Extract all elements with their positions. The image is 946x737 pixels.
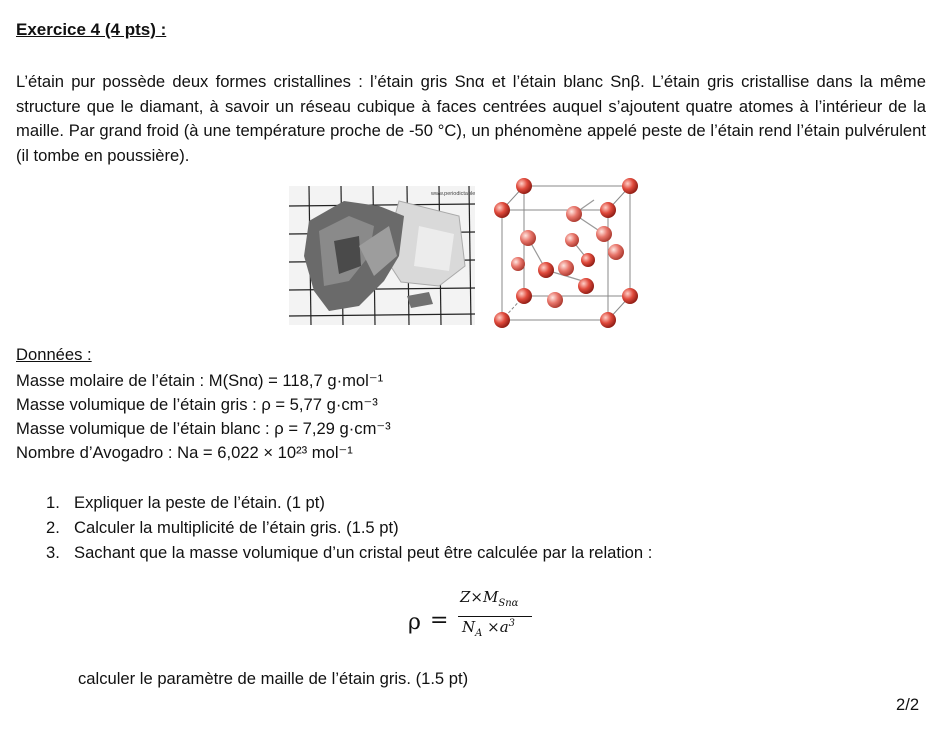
question-text: Expliquer la peste de l’étain. (1 pt)	[74, 493, 325, 512]
formula-denominator-n: N	[462, 618, 476, 636]
donnees-heading: Données :	[16, 345, 92, 364]
question-3-continuation: calculer le paramètre de maille de l’étain gris. (1.5 pt)	[78, 669, 469, 688]
fraction-bar	[458, 616, 532, 617]
exercise-title: Exercice 4 (4 pts) :	[16, 20, 167, 39]
question-text: Sachant que la masse volumique d’un cristal peut être calculée par la relation :	[74, 543, 653, 562]
intro-paragraph: L’étain pur possède deux formes cristallines : l’étain gris Snα et l’étain blanc Snβ. L’étain gris cristallise dans la même structure que le diamant, à savoir un réseau cubique à faces centrées auquel s’ajoutent quatre atomes à l’intérieur de la maille. Par grand froid (à une température proche de -50 °C), un phénomène appelé peste de l’étain rend l’étain pulvérulent (il tombe en poussière).	[16, 72, 926, 165]
photo-watermark: www.periodictable	[431, 191, 475, 197]
formula-numerator-sub: Snα	[498, 598, 519, 609]
question-number: 3.	[46, 543, 60, 562]
question-number: 2.	[46, 518, 60, 537]
question-2	[46, 518, 399, 538]
formula-numerator	[460, 588, 518, 609]
formula-denominator-sub: A	[475, 628, 483, 639]
data-avogadro: Nombre d’Avogadro : Na = 6,022 × 10²³ mol⁻¹	[16, 443, 353, 462]
question-3	[46, 543, 652, 563]
formula-denominator	[462, 618, 515, 639]
formula-equals: =	[430, 608, 449, 633]
tin-photo	[289, 186, 475, 325]
data-density-white: Masse volumique de l’étain blanc : ρ = 7,29 g·cm⁻³	[16, 419, 391, 438]
formula-denominator-rest: ×a	[487, 618, 509, 636]
question-1	[46, 493, 325, 513]
diamond-cubic-cell-diagram	[488, 172, 640, 332]
formula-rho: ρ	[408, 610, 421, 635]
formula-denominator-sup: 3	[508, 618, 516, 629]
data-molar-mass: Masse molaire de l’étain : M(Snα) = 118,7 g·mol⁻¹	[16, 371, 384, 390]
question-number: 1.	[46, 493, 60, 512]
data-density-gray: Masse volumique de l’étain gris : ρ = 5,77 g·cm⁻³	[16, 395, 378, 414]
question-text: Calculer la multiplicité de l’étain gris. (1.5 pt)	[74, 518, 399, 537]
page-number: 2/2	[896, 695, 920, 714]
formula-numerator-main: Z×M	[460, 588, 499, 606]
